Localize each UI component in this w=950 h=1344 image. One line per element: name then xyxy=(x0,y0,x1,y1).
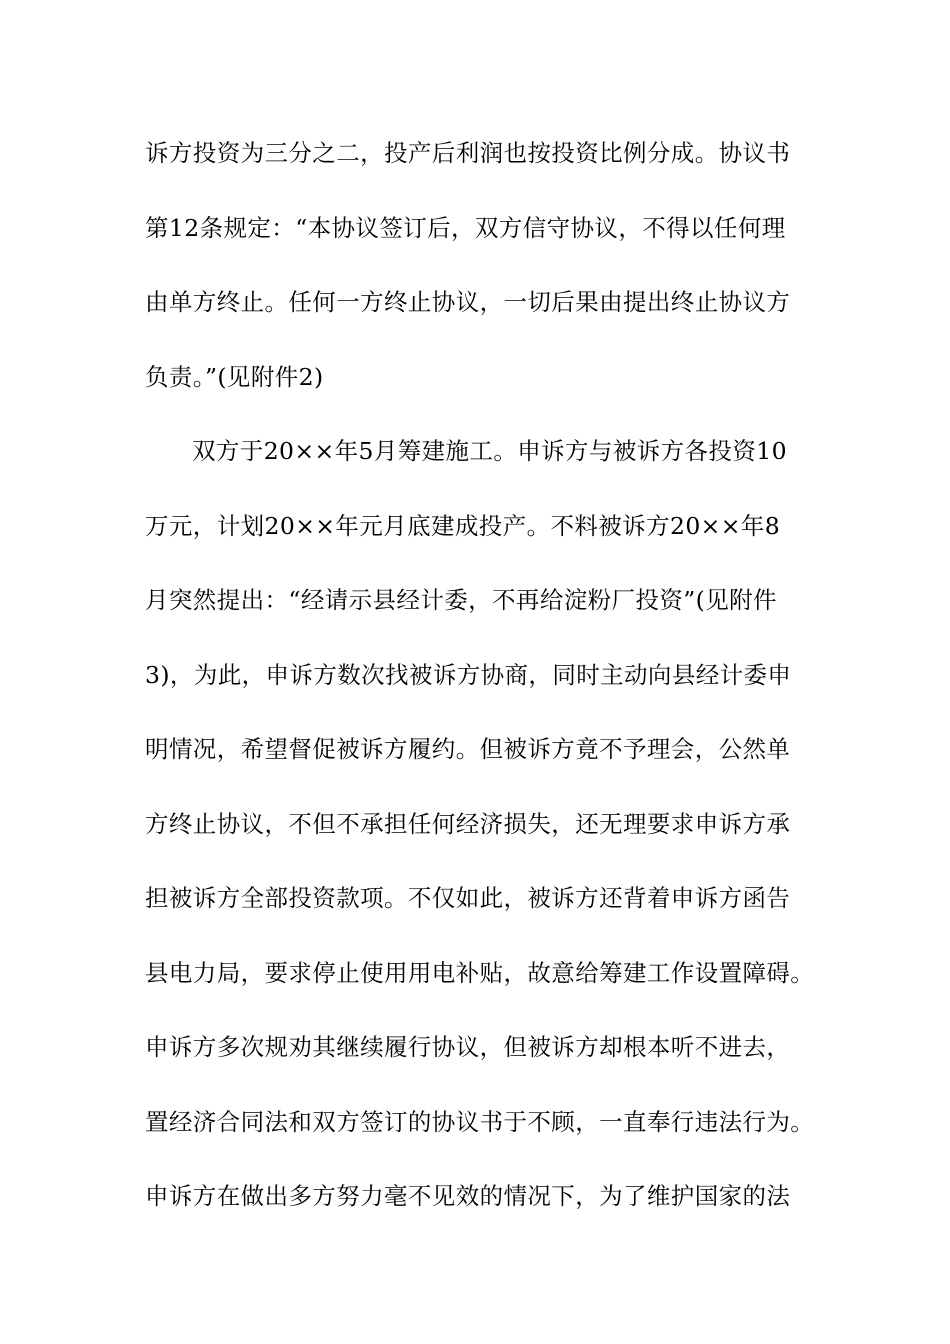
text-line: 方终止协议，不但不承担任何经济损失，还无理要求申诉方承 xyxy=(145,809,791,838)
text-line: 3)，为此，申诉方数次找被诉方协商，同时主动向县经计委申 xyxy=(145,660,792,689)
text-line: 申诉方多次规劝其继续履行协议，但被诉方却根本听不进去， xyxy=(145,1033,791,1061)
text-line: 县电力局，要求停止使用用电补贴，故意给筹建工作设置障碍。 xyxy=(145,958,815,987)
paragraph-first-line: 双方于20××年5月筹建施工。申诉方与被诉方各投资10 xyxy=(192,437,787,465)
text-line: 负责。”(见附件2) xyxy=(145,362,324,391)
text-line: 担被诉方全部投资款项。不仅如此，被诉方还背着申诉方函告 xyxy=(145,884,791,912)
document-body xyxy=(145,130,825,1248)
text-line: 诉方投资为三分之二，投产后利润也按投资比例分成。协议书 xyxy=(145,139,791,167)
text-line: 第12条规定：“本协议签订后，双方信守协议，不得以任何理 xyxy=(145,213,786,242)
text-line: 月突然提出：“经请示县经计委，不再给淀粉厂投资”(见附件 xyxy=(145,586,777,614)
text-line: 明情况，希望督促被诉方履约。但被诉方竟不予理会，公然单 xyxy=(145,735,791,763)
text-line: 申诉方在做出多方努力毫不见效的情况下，为了维护国家的法 xyxy=(145,1182,791,1210)
text-line: 置经济合同法和双方签订的协议书于不顾，一直奉行违法行为。 xyxy=(145,1107,815,1136)
text-line: 由单方终止。任何一方终止协议，一切后果由提出终止协议方 xyxy=(145,288,791,316)
text-line: 万元，计划20××年元月底建成投产。不料被诉方20××年8 xyxy=(145,511,781,540)
